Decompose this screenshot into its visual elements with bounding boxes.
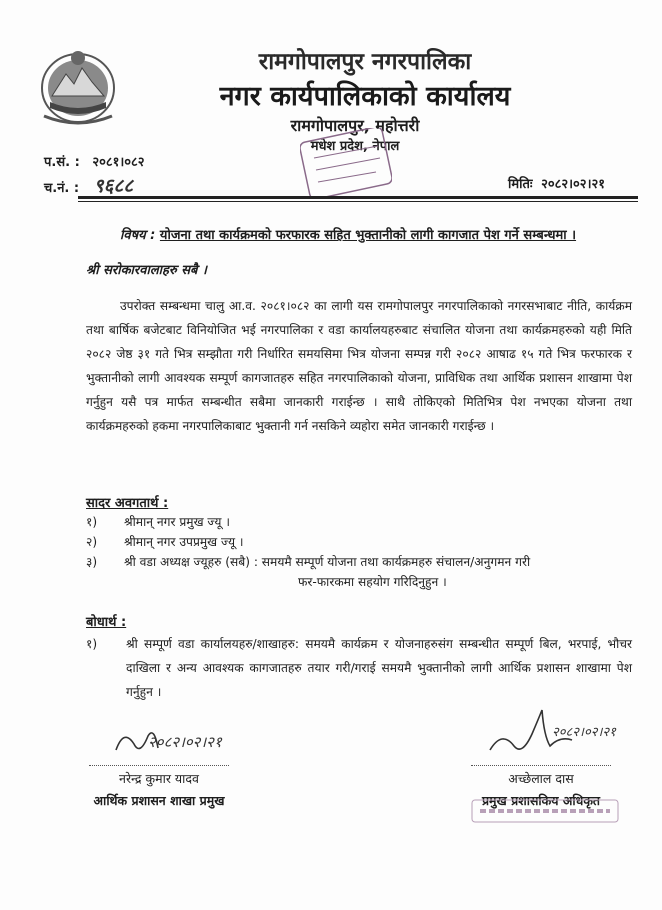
info-heading: बोधार्थ :: [86, 615, 127, 630]
address-line-1: रामगोपालपुर, महोत्तरी: [290, 116, 420, 135]
info-list: [86, 632, 632, 704]
right-signature-date: २०८२।०२।२१: [552, 725, 616, 740]
list-item-continuation: फर-फारकमा सहयोग गरिदिनुहुन ।: [298, 575, 447, 589]
cn-value-handwritten: ९६८८: [93, 175, 134, 197]
subject-label: विषय :: [120, 228, 156, 243]
header-divider-thick: [78, 196, 638, 199]
organization-name: रामगोपालपुर नगरपालिका: [258, 49, 472, 75]
office-name: नगर कार्यपालिकाको कार्यालय: [219, 81, 511, 112]
cc-heading: सादर अवगतार्थ :: [86, 496, 169, 511]
ps-value: २०८१।०८२: [92, 155, 145, 170]
list-text: श्री सम्पूर्ण वडा कार्यालयहरु/शाखाहरु: समयमै कार्यक्रम र योजनाहरुसंग सम्बन्धीत सम्पूर्ण बिल, भरपाई, भौचर दाखिला र अन्य आवश्यक कागजातहरु तयार गरी/गराई समयमै भुक्तानीको लागी आर्थिक प्रशासन शाखामा पेश गर्नुहुन ।: [126, 637, 632, 699]
left-signature-date: २०८२।०२।२१: [148, 733, 222, 751]
address-line-2: मधेश प्रदेश, नेपाल: [310, 139, 400, 154]
officer-stamp-icon: [470, 796, 620, 826]
salutation: श्री सरोकारवालाहरु सबै ।: [86, 263, 207, 278]
list-number: २): [86, 535, 98, 549]
header-divider-thin: [78, 201, 638, 202]
ps-label: प.सं. :: [44, 155, 80, 170]
list-text: श्रीमान् नगर उपप्रमुख ज्यू ।: [124, 535, 244, 549]
signature-line: [89, 765, 229, 766]
list-item: [86, 632, 632, 704]
subject-line: [120, 225, 620, 243]
list-number: १): [86, 637, 98, 651]
cn-label: च.नं. :: [44, 181, 80, 196]
subject-text: योजना तथा कार्यक्रमको फरफारक सहित भुक्तानीको लागी कागजात पेश गर्ने सम्बन्धमा ।: [159, 228, 577, 243]
signatory-title: प्रमुख प्रशासकिय अधिकृत: [481, 793, 601, 808]
list-text: श्री वडा अध्यक्ष ज्यूहरु (सबै) : समयमै सम्पूर्ण योजना तथा कार्यक्रमहरु संचालन/अनुगमन गरी: [124, 555, 531, 569]
ps-row: [44, 152, 145, 170]
date-value: २०८२।०२।२१: [541, 177, 606, 192]
list-text: श्रीमान् नगर प्रमुख ज्यू ।: [124, 515, 230, 529]
signatory-name: नरेन्द्र कुमार यादव: [119, 771, 199, 786]
signatory-title: आर्थिक प्रशासन शाखा प्रमुख: [93, 793, 225, 808]
date-row: [508, 174, 605, 192]
date-label: मितिः: [508, 177, 533, 192]
cn-row: [44, 172, 133, 198]
office-stamp-icon: [300, 128, 392, 198]
nepal-government-emblem-icon: [38, 44, 118, 126]
left-signatory: [74, 765, 244, 812]
list-number: ३): [86, 555, 98, 569]
signatory-name: अच्छेलाल दास: [508, 771, 574, 786]
signature-line: [471, 765, 611, 766]
letter-body: उपरोक्त सम्बन्धमा चालु आ.व. २०८१।०८२ का लागी यस रामगोपालपुर नगरपालिकाको नगरसभाबाट नीति, कार्यक्रम तथा बार्षिक बजेटबाट विनियोजित भई नगरपालिका र वडा कार्यालयहरुबाट संचालित योजना तथा कार्यक्रमहरुको यही मिति २०८२ जेष्ठ ३१ गते भित्र सम्झौता गरी निर्धारित समयसिमा भित्र योजना सम्पन्न गरी २०८२ आषाढ १५ गते भित्र फरफारक र भुक्तानीको लागी आवश्यक सम्पूर्ण कागजातहरु सहित नगरपालिकाको योजना, प्राविधिक तथा आर्थिक प्रशासन शाखामा पेश गर्नुहुन यसै पत्र मार्फत सम्बन्धीत सबैमा जानकारी गराईन्छ । साथै तोकिएको मितिभित्र पेश नभएका योजना तथा कार्यक्रमहरुको हकमा नगरपालिकाबाट भुक्तानी गर्न नसकिने व्यहोरा समेत जानकारी गराईन्छ ।: [86, 299, 632, 433]
cc-list: [86, 512, 626, 592]
list-number: १): [86, 515, 98, 529]
